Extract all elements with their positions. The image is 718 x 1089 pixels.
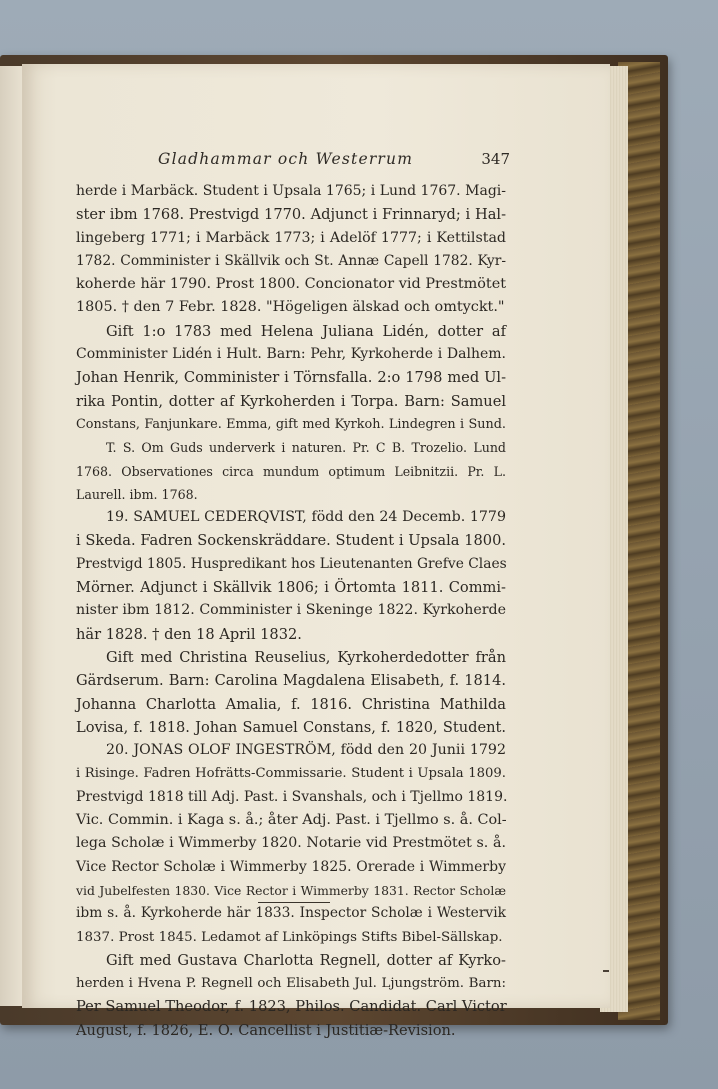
text-line: August, f. 1826, E. O. Cancellist i Justitiæ-Revision. bbox=[76, 1021, 456, 1039]
text-line: ibm s. å. Kyrkoherde här 1833. Inspector Scholæ i Westervik bbox=[76, 905, 506, 922]
text-line: herde i Marbäck. Student i Upsala 1765; i Lund 1767. Magi- bbox=[76, 183, 506, 199]
body-text bbox=[76, 180, 506, 1042]
text-line: 1782. Comminister i Skällvik och St. Annæ Capell 1782. Kyr- bbox=[76, 252, 506, 269]
text-line: Gift med Gustava Charlotta Regnell, dotter af Kyrko- bbox=[106, 951, 506, 969]
text-line: Constans, Fanjunkare. Emma, gift med Kyrkoh. Lindegren i Sund. bbox=[76, 416, 506, 432]
text-line: 1805. † den 7 Febr. 1828. "Högeligen älskad och omtyckt." bbox=[76, 299, 505, 316]
text-line: här 1828. † den 18 April 1832. bbox=[76, 625, 302, 643]
text-line: Gärdserum. Barn: Carolina Magdalena Elisabeth, f. 1814. bbox=[76, 672, 506, 690]
text-line: koherde här 1790. Prost 1800. Concionator vid Prestmötet bbox=[76, 276, 506, 293]
text-line: 19. SAMUEL CEDERQVIST, född den 24 Decemb. 1779 bbox=[106, 509, 506, 526]
text-line: Prestvigd 1805. Huspredikant hos Lieutenanten Grefve Claes bbox=[76, 555, 507, 572]
text-line: Per Samuel Theodor, f. 1823, Philos. Candidat. Carl Victor bbox=[76, 998, 507, 1016]
text-line: Comminister Lidén i Hult. Barn: Pehr, Kyrkoherde i Dalhem. bbox=[76, 346, 506, 363]
text-line: Gift med Christina Reuselius, Kyrkoherdedotter från bbox=[106, 648, 506, 666]
text-line: Laurell. ibm. 1768. bbox=[76, 486, 198, 502]
text-line: ster ibm 1768. Prestvigd 1770. Adjunct i Frinnaryd; i Hal- bbox=[76, 206, 506, 224]
text-line: Johanna Charlotta Amalia, f. 1816. Christina Mathilda bbox=[76, 695, 506, 713]
text-line: Lovisa, f. 1818. Johan Samuel Constans, f. 1820, Student. bbox=[76, 718, 506, 736]
text-line: 20. JONAS OLOF INGESTRÖM, född den 20 Junii 1792 bbox=[106, 742, 506, 759]
text-line: 1768. Observationes circa mundum optimum Leibnitzii. Pr. L. bbox=[76, 463, 506, 479]
text-line: 1837. Prost 1845. Ledamot af Linköpings Stifts Bibel-Sällskap. bbox=[76, 929, 503, 945]
page-number: 347 bbox=[481, 150, 510, 168]
text-line: rika Pontin, dotter af Kyrkoherden i Torpa. Barn: Samuel bbox=[76, 392, 506, 410]
text-line: Vic. Commin. i Kaga s. å.; åter Adj. Past. i Tjellmo s. å. Col- bbox=[76, 812, 507, 829]
text-line: Johan Henrik, Comminister i Törnsfalla. 2:o 1798 med Ul- bbox=[76, 369, 506, 387]
text-line: Gift 1:o 1783 med Helena Juliana Lidén, dotter af bbox=[106, 322, 506, 340]
text-line: herden i Hvena P. Regnell och Elisabeth Jul. Ljungström. Barn: bbox=[76, 976, 506, 992]
page-mark bbox=[603, 970, 609, 972]
text-line: i Skeda. Fadren Sockenskräddare. Student i Upsala 1800. bbox=[76, 532, 506, 550]
text-line: T. S. Om Guds underverk i naturen. Pr. C B. Trozelio. Lund bbox=[106, 440, 506, 456]
end-rule bbox=[258, 902, 330, 903]
text-line: Prestvigd 1818 till Adj. Past. i Svanshals, och i Tjellmo 1819. bbox=[76, 788, 508, 805]
text-line: nister ibm 1812. Comminister i Skeninge 1822. Kyrkoherde bbox=[76, 602, 506, 619]
text-line: lega Scholæ i Wimmerby 1820. Notarie vid Prestmötet s. å. bbox=[76, 835, 506, 852]
text-line: i Risinge. Fadren Hofrätts-Commissarie. Student i Upsala 1809. bbox=[76, 766, 506, 782]
text-line: vid Jubelfesten 1830. Vice Rector i Wimmerby 1831. Rector Scholæ bbox=[76, 882, 506, 898]
text-line: Mörner. Adjunct i Skällvik 1806; i Örtomta 1811. Commi- bbox=[76, 579, 506, 597]
text-line: lingeberg 1771; i Marbäck 1773; i Adelöf 1777; i Kettilstad bbox=[76, 229, 506, 246]
text-line: Vice Rector Scholæ i Wimmerby 1825. Orerade i Wimmerby bbox=[76, 858, 506, 875]
running-head: Gladhammar och Westerrum bbox=[158, 150, 414, 168]
